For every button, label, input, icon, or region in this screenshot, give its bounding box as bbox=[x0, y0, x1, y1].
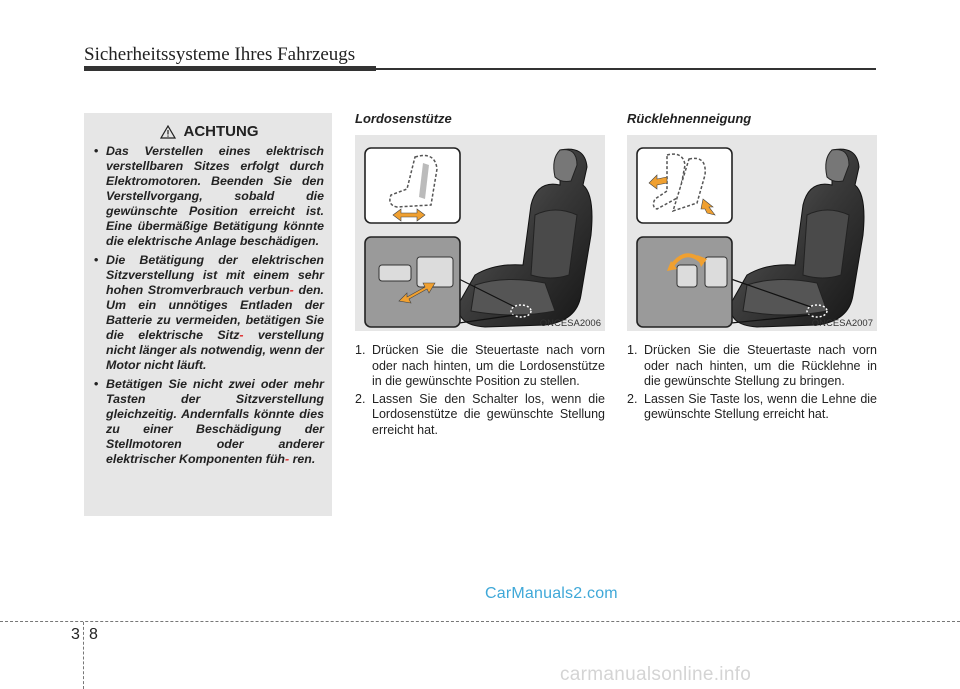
caution-box bbox=[84, 113, 332, 516]
lumbar-steps bbox=[355, 343, 605, 440]
lumbar-figure bbox=[355, 135, 605, 331]
caution-heading bbox=[94, 123, 324, 140]
recline-step-2 bbox=[627, 392, 877, 423]
lumbar-seat-illustration bbox=[355, 135, 605, 331]
caution-item-1: • Das Verstellen eines elektrisch verstellbaren Sitzes erfolgt durch Elektromotoren. Beenden Sie den Verstellvorgang, sobald die gewünschte Position erreicht ist. Eine übermäßige Betätigung könnte die elektrische Anlage beschädigen. bbox=[94, 144, 324, 249]
step-number: 1. bbox=[627, 343, 638, 357]
step-text: Lassen Sie Taste los, wenn die Lehne die gewünschte Stellung erreicht hat. bbox=[644, 391, 877, 421]
lumbar-step-2 bbox=[355, 392, 605, 439]
caution-title: ACHTUNG bbox=[183, 123, 259, 140]
footer-watermark[interactable]: carmanualsonline.info bbox=[560, 664, 752, 685]
caution-item-2: • Die Betätigung der elektrischen Sitzverstellung ist mit einem sehr hohen Stromverbrauch verbun- den. Um ein unnötiges Entladen der Batterie zu vermeiden, betätigen Sie die elektrische Sitz- verstellung nicht länger als notwendig, wenn der Motor nicht läuft. bbox=[94, 253, 324, 373]
header-rule-thick bbox=[84, 66, 376, 71]
carmanuals-watermark[interactable]: CarManuals2.com bbox=[485, 585, 618, 602]
lumbar-title: Lordosenstütze bbox=[355, 111, 452, 126]
header-rule-thin bbox=[376, 68, 876, 70]
lumbar-figure-code: ONCESA2006 bbox=[539, 318, 601, 329]
caution-item-3: • Betätigen Sie nicht zwei oder mehr Tasten der Sitzverstellung gleichzeitig. Andernfalls könnte dies zu einer Beschädigung der Stellmotoren oder anderer elektrischer Komponenten füh- ren. bbox=[94, 377, 324, 467]
step-text: Drücken Sie die Steuertaste nach vorn oder nach hinten, um die Rücklehne in die gewünschte Stellung zu bringen. bbox=[644, 343, 877, 388]
recline-steps bbox=[627, 343, 877, 425]
section-number: 3 bbox=[71, 626, 80, 643]
caution-list bbox=[94, 144, 324, 467]
step-text: Drücken Sie die Steuertaste nach vorn oder nach hinten, um die Lordosenstütze in die gewünschte Position zu stellen. bbox=[372, 343, 605, 388]
page-number: 8 bbox=[89, 626, 98, 643]
step-number: 2. bbox=[627, 391, 638, 406]
step-text: Lassen Sie den Schalter los, wenn die Lordosenstütze die gewünschte Stellung erreicht hat. bbox=[372, 391, 605, 437]
lumbar-step-1 bbox=[355, 343, 605, 390]
recline-step-1 bbox=[627, 343, 877, 390]
warning-triangle-icon bbox=[160, 125, 176, 139]
recline-figure-code: ONCESA2007 bbox=[811, 318, 873, 329]
recline-seat-illustration bbox=[627, 135, 877, 331]
footer-divider bbox=[0, 621, 960, 622]
header-title: Sicherheitssysteme Ihres Fahrzeugs bbox=[84, 44, 356, 65]
step-number: 2. bbox=[355, 391, 366, 406]
recline-figure bbox=[627, 135, 877, 331]
footer-vertical-divider bbox=[83, 622, 84, 689]
recline-title: Rücklehnenneigung bbox=[627, 111, 752, 126]
step-number: 1. bbox=[355, 343, 366, 357]
